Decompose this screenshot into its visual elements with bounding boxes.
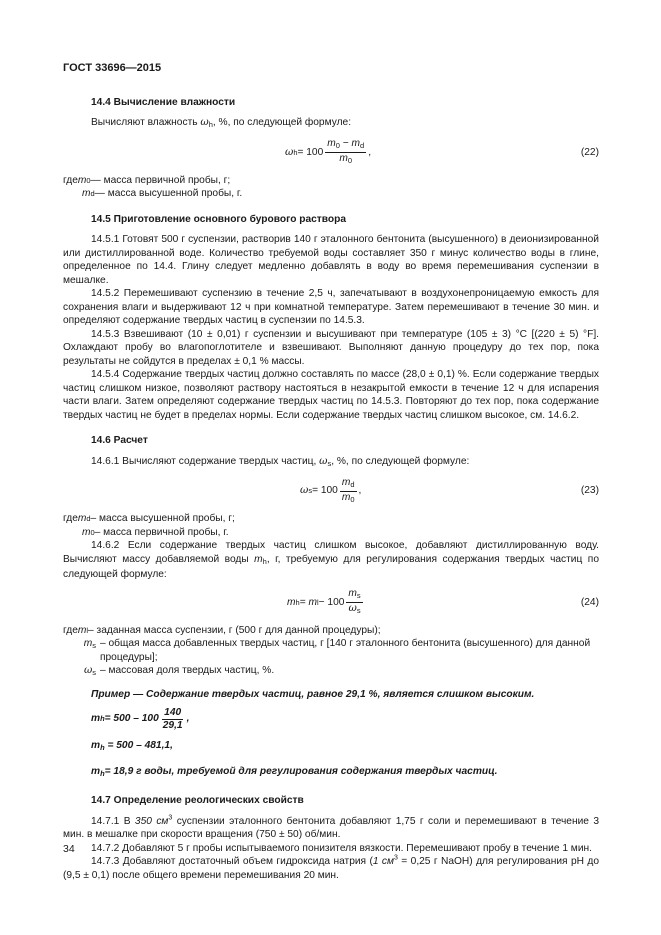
legend-row <box>63 512 599 526</box>
text: где <box>63 513 78 524</box>
text: — масса первичной пробы, г; <box>90 174 231 186</box>
text: 14.6.2 Если содержание твердых частиц слишком высокое, добавляют дистиллированную воду. Вычисляют массу добавляемой воды <box>63 540 599 565</box>
legend-row <box>63 187 599 201</box>
subscript: h <box>100 743 105 752</box>
var: ω <box>83 665 93 676</box>
var: m <box>91 740 101 751</box>
text: 14.7.3 Добавляют достаточный объем гидроксида натрия ( <box>91 856 373 867</box>
text: – заданная масса суспензии, г (500 г для данной процедуры); <box>88 624 381 636</box>
formula-minus: − 100 <box>318 596 345 608</box>
var: m <box>341 476 351 488</box>
formula-23-number: (23) <box>580 485 599 496</box>
formula-22 <box>63 138 599 168</box>
legend-symbol <box>63 637 100 664</box>
subscript: d <box>350 479 355 489</box>
subscript: l <box>316 597 319 607</box>
subscript: s <box>327 458 332 468</box>
subscript: d <box>360 141 365 150</box>
text: 14.7.1 В <box>91 815 135 827</box>
var: m <box>339 153 348 164</box>
denominator <box>340 492 357 506</box>
formula-24-number: (24) <box>580 596 599 608</box>
legend-symbol <box>63 664 100 680</box>
text: – масса первичной пробы, г. <box>94 526 229 538</box>
subscript: 0 <box>335 141 340 150</box>
text: 1 см <box>372 856 394 867</box>
formula-22-expression <box>285 138 371 168</box>
formula-lhs: m <box>287 596 296 608</box>
text: = 500 – 100 <box>104 713 159 725</box>
var: m <box>348 588 357 599</box>
subscript: d <box>90 189 95 198</box>
formula-24 <box>63 588 599 618</box>
subscript: 0 <box>86 175 91 185</box>
var: m <box>91 765 101 777</box>
text: — масса высушенной пробы, г. <box>94 188 243 199</box>
formula-24-legend <box>63 624 599 680</box>
paragraph-14-5-3: 14.5.3 Взвешивают (10 ± 0,01) г суспензии и высушивают при температуре (105 ± 3) °С [(220 ± 5) °F]. Охлаждают пробу во влагопоглотителе и взвешивают. Выполняют данную процедуру до тех пор, пока результаты не сойдутся в пределах ± 0,1 % массы. <box>63 328 599 367</box>
subscript: s <box>92 668 96 677</box>
denominator <box>337 153 354 167</box>
fraction <box>325 138 366 167</box>
var: m <box>82 526 91 538</box>
text: , г, требуемую для регулирования содержания твердых частиц по следующей формуле: <box>63 553 599 580</box>
subscript: 0 <box>90 527 95 537</box>
example-line-3 <box>91 765 599 781</box>
section-14-4-title: 14.4 Вычисление влажности <box>91 96 236 108</box>
formula-comma: , <box>368 146 372 158</box>
omega-symbol: ω <box>200 117 209 128</box>
denominator <box>347 603 363 617</box>
example-line-2 <box>91 739 599 755</box>
document-header: ГОСТ 33696—2015 <box>63 62 162 74</box>
legend-row <box>63 637 599 664</box>
text: где <box>63 174 78 186</box>
numerator <box>340 477 357 492</box>
var: m <box>327 138 336 149</box>
fraction <box>161 707 185 732</box>
formula-equals: = m <box>299 596 317 608</box>
text: – массовая доля твердых частиц, %. <box>100 665 275 676</box>
paragraph-14-7-2: 14.7.2 Добавляют 5 г пробы испытываемого понизителя вязкости. Перемешивают пробу в течение 1 мин. <box>91 842 592 854</box>
text: Вычисляют влажность <box>91 117 201 128</box>
section-14-5-title: 14.5 Приготовление основного бурового раствора <box>91 213 347 225</box>
formula-24-expression <box>287 588 365 618</box>
page-number: 34 <box>63 843 75 855</box>
subscript: h <box>262 556 267 566</box>
formula-equals: = 100 <box>312 485 338 497</box>
text: = 0,25 г NaOH) для регулирования рН до (9,5 ± 0,1) после общего времени перемешивания 20 мин. <box>63 856 599 881</box>
fraction <box>340 477 357 506</box>
var: m <box>77 513 87 524</box>
subscript: h <box>100 714 105 724</box>
numerator: 140 <box>164 706 182 718</box>
superscript: 3 <box>394 854 398 862</box>
subscript: s <box>308 486 313 496</box>
var: m <box>341 491 351 503</box>
fraction <box>346 588 362 617</box>
omega-symbol: ω <box>319 455 328 467</box>
var: m <box>254 553 263 565</box>
paragraph-14-5-2: 14.5.2 Перемешивают суспензию в течение 2,5 ч, запечатывают в воздухонепроницаемую емкость для сохранения влаги и выдерживают 12 ч при комнатной температуре. Затем перемешивают в течение 30 мин. и определяют содержание твердых частиц в суспензии по 14.5.3. <box>63 288 599 326</box>
paragraph-14-7-3 <box>63 855 599 882</box>
paragraph-14-6-2 <box>63 539 599 582</box>
document-page <box>63 62 599 882</box>
formula-equals: = 100 <box>297 146 324 158</box>
text: , %, по следующей формуле: <box>212 117 352 128</box>
text: – масса высушенной пробы, г; <box>90 513 235 524</box>
example-line-1 <box>91 705 599 733</box>
example-title: Пример — Содержание твердых частиц, равное 29,1 %, является слишком высоким. <box>91 688 535 700</box>
paragraph-14-5-4: 14.5.4 Содержание твердых частиц должно составлять по массе (28,0 ± 0,1) %. Если содержание твердых частиц слишком низкое, позволяют раствору настояться в незакрытой емкости в течение 12 ч для испарения части влаги. Затем определяют содержание твердых частиц по 14.5.3. Повторяют до тех пор, пока содержание твердых частиц не будет в пределах нормы. Если содержание твердых частиц слишком высокое, см. 14.6.2. <box>63 369 599 421</box>
subscript: s <box>92 641 96 650</box>
subscript: 0 <box>350 494 355 504</box>
subscript: h <box>100 768 105 778</box>
legend-row <box>63 664 599 680</box>
paragraph-14-7-1 <box>63 815 599 842</box>
subscript: s <box>356 591 361 600</box>
formula-22-number: (22) <box>580 146 599 158</box>
subscript: 0 <box>347 156 353 165</box>
legend-row <box>63 174 599 188</box>
formula-23 <box>63 476 599 506</box>
formula-23-legend <box>63 512 599 539</box>
legend-row <box>63 624 599 638</box>
formula-lhs: ω <box>285 146 294 158</box>
var: − m <box>339 138 361 149</box>
subscript: s <box>356 606 361 615</box>
subscript: h <box>295 597 300 607</box>
section-14-4-intro <box>63 116 599 132</box>
text: где <box>63 624 78 636</box>
paragraph-14-6-1 <box>63 455 599 471</box>
var: m <box>91 713 101 725</box>
text: = 500 – 481,1, <box>104 740 173 751</box>
formula-22-legend <box>63 174 599 201</box>
formula-23-expression <box>300 476 361 506</box>
text: , %, по следующей формуле: <box>331 455 470 467</box>
subscript: d <box>86 514 91 523</box>
formula-comma: , <box>358 485 362 497</box>
var: m <box>83 638 93 649</box>
legend-row <box>63 526 599 540</box>
denominator: 29,1 <box>162 719 183 731</box>
var: m <box>77 174 87 186</box>
subscript: h <box>293 147 298 157</box>
section-14-6-title: 14.6 Расчет <box>91 435 148 446</box>
var: m <box>82 188 91 199</box>
text: , <box>186 713 190 725</box>
text: 350 см <box>134 815 169 827</box>
formula-lhs: ω <box>300 485 309 497</box>
text: – общая масса добавленных твердых частиц, г [140 г эталонного бентонита (высушенного) для данной процедуры]; <box>100 638 591 663</box>
section-14-7-title: 14.7 Определение реологических свойств <box>91 795 304 806</box>
var: m <box>77 624 87 636</box>
numerator <box>325 138 366 153</box>
paragraph-14-5-1: 14.5.1 Готовят 500 г суспензии, растворив 140 г эталонного бентонита (высушенного) в деионизированной или дистиллированной воде. Количество требуемой воды составляет 350 г минус количество воды в глине, определенное по 14.4. Глину следует медленно добавлять в воду во время перемешивания суспензии в мешалке. <box>63 234 599 286</box>
text: = 18,9 г воды, требуемой для регулирования содержания твердых частиц. <box>104 765 498 777</box>
text: 14.6.1 Вычисляют содержание твердых частиц, <box>91 455 320 467</box>
subscript: l <box>86 625 89 635</box>
superscript: 3 <box>168 814 173 822</box>
var: ω <box>348 603 357 614</box>
subscript: h <box>208 120 213 129</box>
numerator <box>346 588 362 603</box>
text: суспензии эталонного бентонита добавляют 1,75 г соли и перемешивают в течение 3 мин. в мешалке при скорости вращения (750 ± 50) об/мин. <box>63 815 600 840</box>
